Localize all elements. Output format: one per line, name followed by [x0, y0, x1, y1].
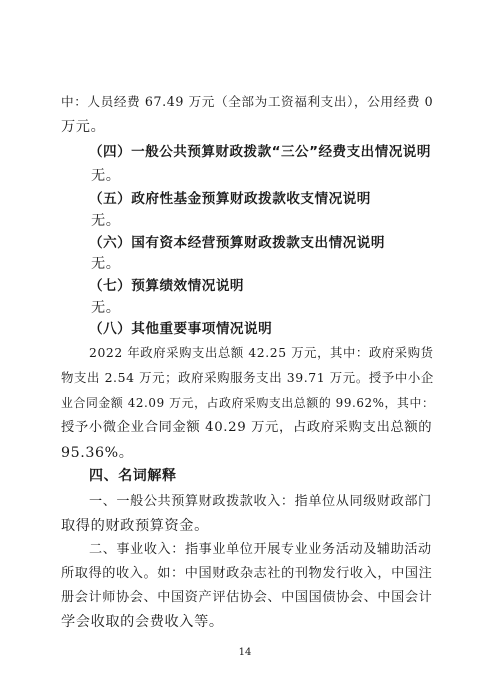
- body-text-line: 万元。: [61, 119, 106, 135]
- section-heading-terms: 四、名词解释: [89, 468, 177, 484]
- body-text-line: 二、事业收入：指事业单位开展专业业务活动及辅助活动: [89, 542, 432, 557]
- body-text-line: 无。: [91, 256, 121, 272]
- body-text-line: 学会收取的会费收入等。: [61, 614, 224, 630]
- subsection-heading-8: （八）其他重要事项情况说明: [89, 321, 273, 337]
- body-text-line: 取得的财政预算资金。: [61, 518, 209, 534]
- page-number: 14: [238, 647, 252, 658]
- body-text-line: 无。: [91, 300, 121, 316]
- body-text-line: 授予小微企业合同金额 40.29 万元，占政府采购支出总额的: [61, 420, 433, 435]
- body-text-line: 册会计师协会、中国资产评估协会、中国国债协会、中国会计: [61, 590, 433, 605]
- subsection-heading-6: （六）国有资本经营预算财政拨款支出情况说明: [89, 235, 385, 251]
- body-text-line: 物支出 2.54 万元；政府采购服务支出 39.71 万元。授予中小企: [61, 370, 434, 385]
- body-text-line: 无。: [91, 213, 121, 229]
- body-text-line: 业合同金额 42.09 万元，占政府采购支出总额的 99.62%，其中：: [61, 396, 435, 410]
- subsection-heading-4: （四）一般公共预算财政拨款“三公”经费支出情况说明: [89, 144, 431, 160]
- body-text-line: 95.36%。: [61, 445, 134, 461]
- subsection-heading-5: （五）政府性基金预算财政拨款收支情况说明: [89, 191, 371, 207]
- body-text-line: 所取得的收入。如：中国财政杂志社的刊物发行收入，中国注: [61, 566, 433, 581]
- body-text-line: 无。: [91, 168, 121, 184]
- subsection-heading-7: （七）预算绩效情况说明: [89, 278, 245, 294]
- body-text-line: 中：人员经费 67.49 万元（全部为工资福利支出），公用经费 0: [61, 94, 434, 109]
- body-text-line: 2022 年政府采购支出总额 42.25 万元，其中：政府采购货: [89, 346, 434, 360]
- body-text-line: 一、一般公共预算财政拨款收入：指单位从同级财政部门: [89, 494, 432, 509]
